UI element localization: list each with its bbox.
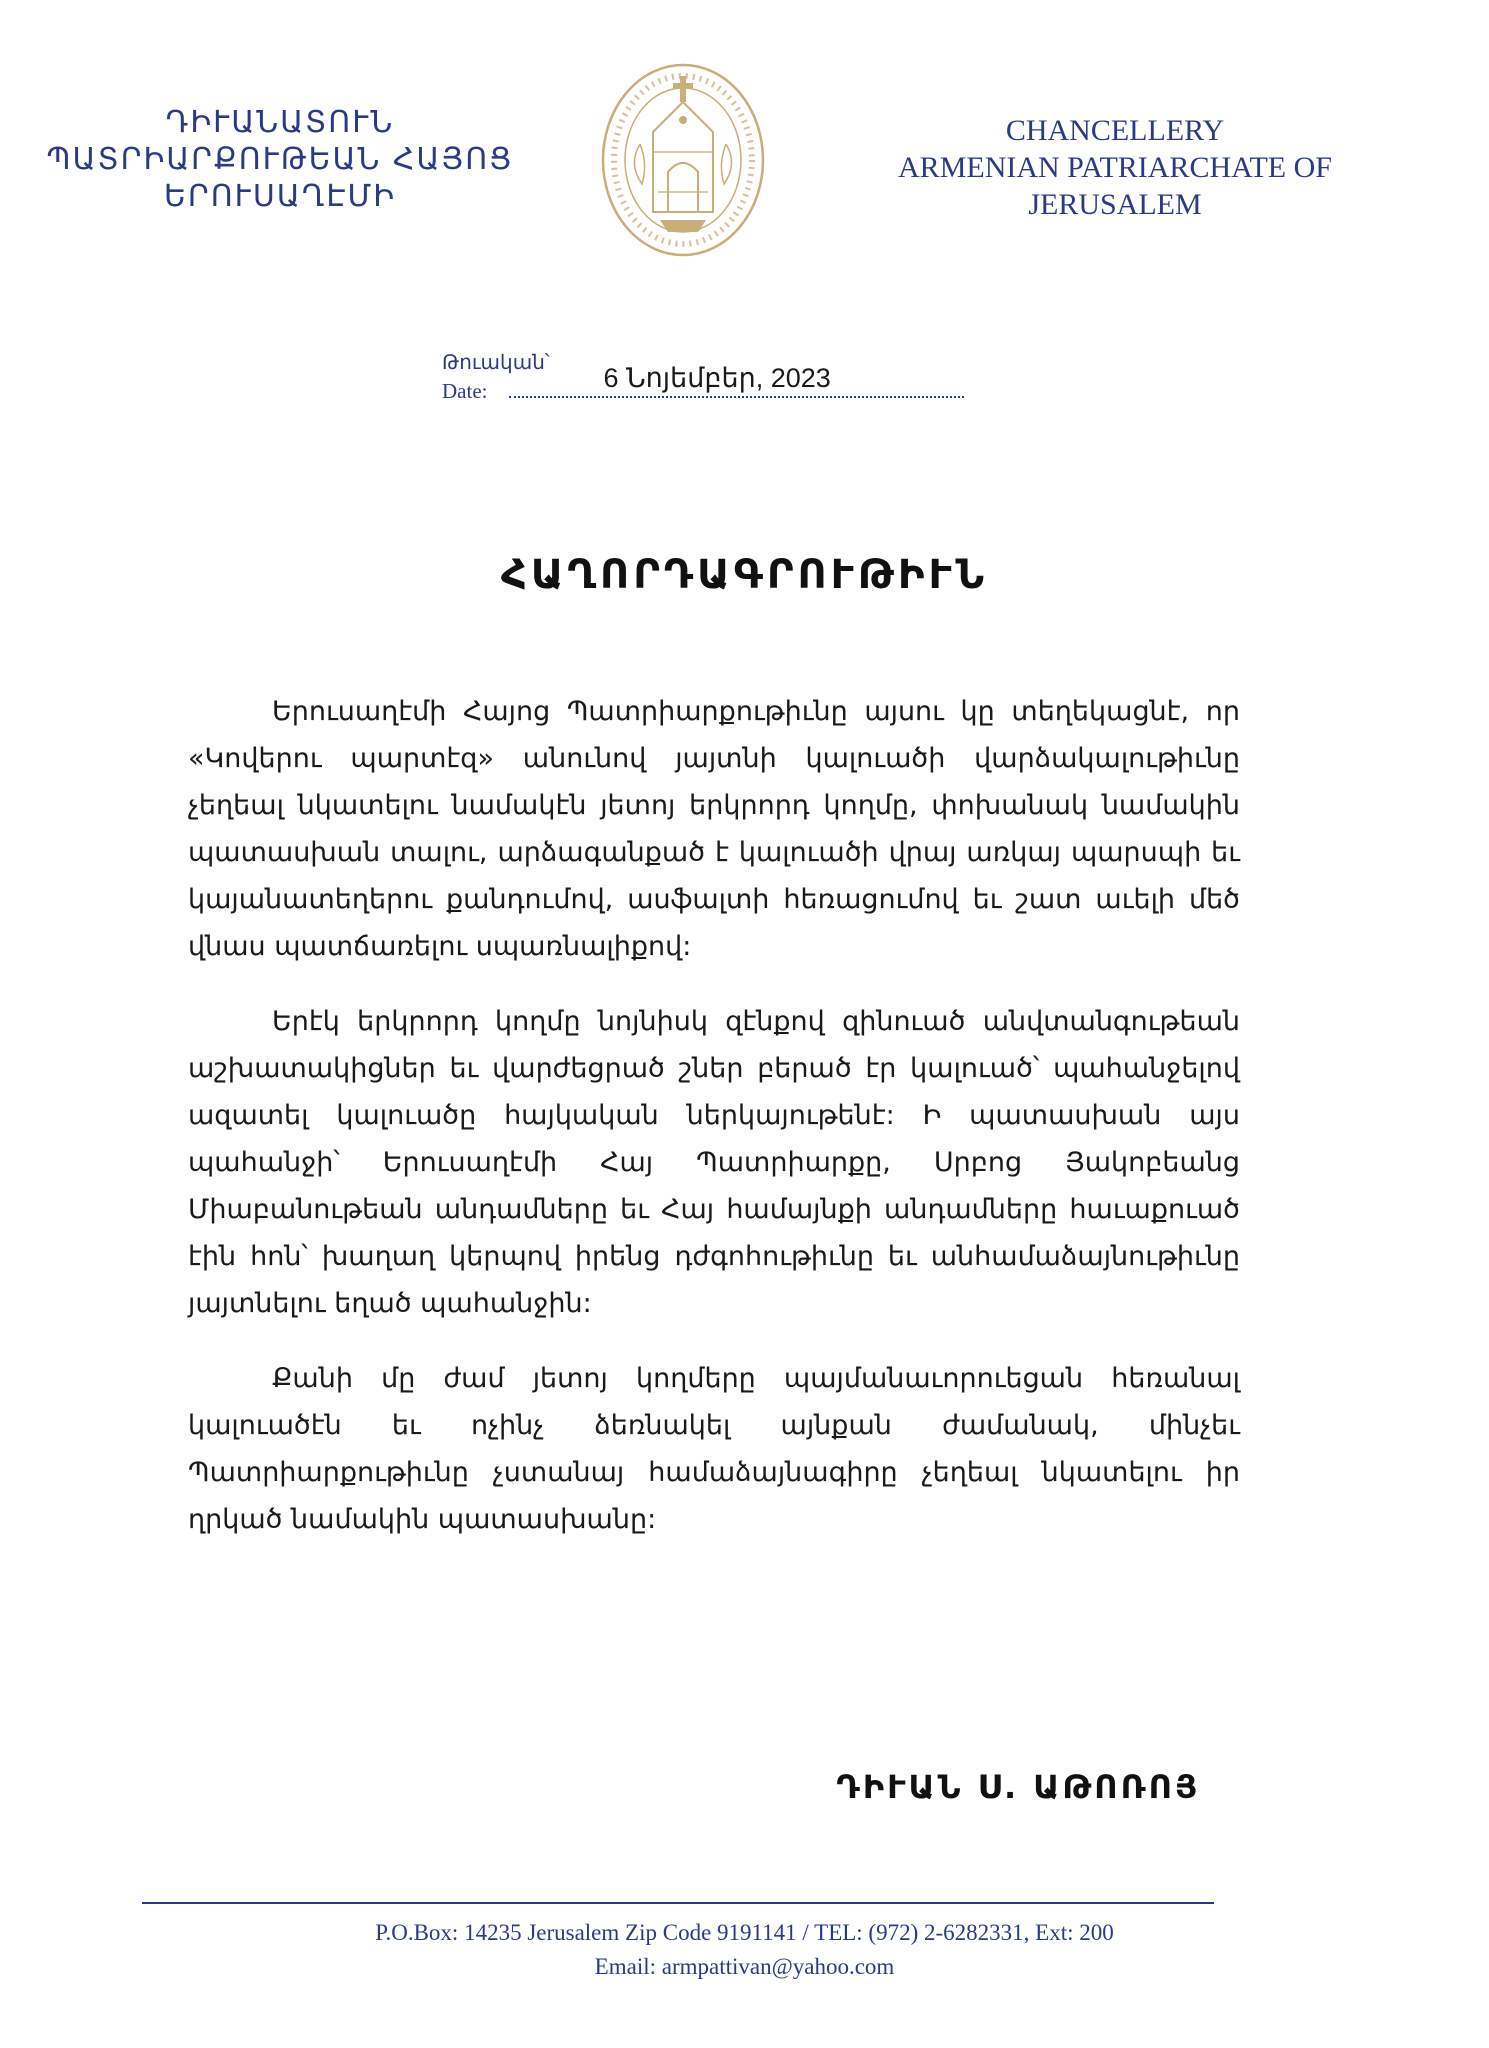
date-value: 6 Նոյեմբեր, 2023 — [599, 363, 834, 394]
signature: ԴԻՒԱՆ Ս. ԱԹՈՌՈՅ — [836, 1768, 1200, 1806]
letterhead-armenian-line: ՊԱՏՐԻԱՐՔՈՒԹԵԱՆ ՀԱՅՈՑ — [46, 142, 514, 177]
letterhead-armenian-line: ԵՐՈՒՍԱՂԷՄԻ — [163, 179, 397, 214]
date-dotted-line — [509, 363, 964, 398]
footer — [0, 1916, 1489, 1984]
footer-address: P.O.Box: 14235 Jerusalem Zip Code 9191141 / TEL: (972) 2-6282331, Ext: 200 — [375, 1920, 1114, 1945]
document-title: ՀԱՂՈՐԴԱԳՐՈՒԹԻՒՆ — [500, 552, 989, 598]
letterhead-english-line: JERUSALEM — [1028, 188, 1202, 221]
letterhead-armenian — [40, 104, 520, 215]
document-body — [188, 688, 1240, 1571]
footer-divider — [142, 1902, 1214, 1904]
body-paragraph: Երուսաղէմի Հայոց Պատրիարքութիւնը այսու կը տեղեկացնէ, որ «Կովերու պարտէզ» անունով յայտնի կալուածի վարձակալութիւնը չեղեալ նկատելու նամակէն յետոյ երկրորդ կողմը, փոխանակ նամակին պատասխան տալու, արձագանքած է կալուածի վրայ առկայ պարսպի եւ կայանատեղերու քանդումով, ասֆալտի հեռացումով եւ շատ աւելի մեծ վնաս պատճառելու սպառնալիքով: — [188, 696, 1240, 962]
footer-email: Email: armpattivan@yahoo.com — [594, 1954, 895, 1979]
letterhead-english — [850, 112, 1380, 223]
date-label-armenian: Թուական՝ — [442, 352, 550, 374]
patriarchate-seal-icon — [598, 60, 768, 260]
date-field — [442, 352, 964, 403]
date-label-english: Date: — [442, 379, 488, 403]
body-paragraph: Քանի մը ժամ յետոյ կողմերը պայմանաւորուեցան հեռանալ կալուածէն եւ ոչինչ ձեռնակել այնքան ժամանակ, մինչեւ Պատրիարքութիւնը չստանայ համաձայնագիրը չեղեալ նկատելու իր ղրկած նամակին պատասխանը: — [188, 1363, 1240, 1535]
letterhead-english-line: CHANCELLERY — [1005, 114, 1225, 147]
letterhead-armenian-line: ԴԻՒԱՆԱՏՈՒՆ — [165, 105, 395, 140]
body-paragraph: Երէկ երկրորդ կողմը նոյնիսկ զէնքով զինուած անվտանգութեան աշխատակիցներ եւ վարժեցրած շներ բերած էր կալուած՝ պահանջելով ազատել կալուածը հայկական ներկայութենէ: Ի պատասխան այս պահանջի՝ Երուսաղէմի Հայ Պատրիարքը, Սրբոց Յակոբեանց Միաբանութեան անդամները եւ Հայ համայնքի անդամները հաւաքուած էին հոն՝ խաղաղ կերպով իրենց դժգոհութիւնը եւ անհամաձայնութիւնը յայտնելու եղած պահանջին: — [188, 1006, 1240, 1319]
letterhead-english-line: ARMENIAN PATRIARCHATE OF — [898, 151, 1332, 184]
